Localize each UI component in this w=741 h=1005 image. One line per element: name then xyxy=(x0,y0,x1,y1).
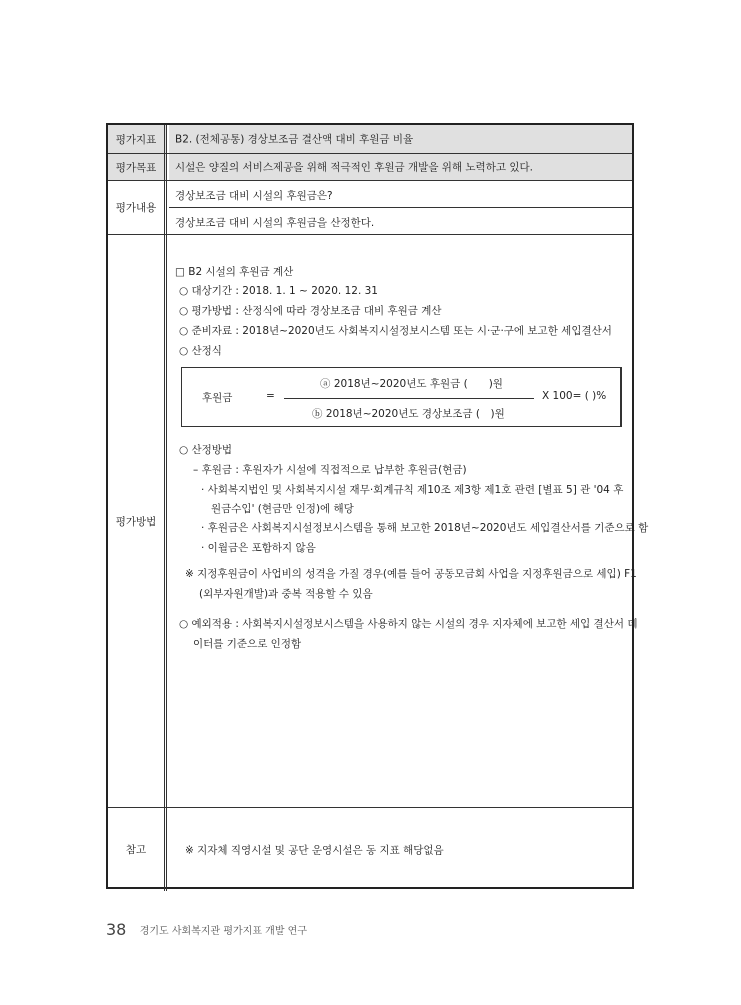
reference-row xyxy=(108,808,632,891)
indicator-value: B2. (전체공통) 경상보조금 결산액 대비 후원금 비율 xyxy=(175,133,414,146)
indicator-value-cell xyxy=(169,125,632,153)
goal-value-cell xyxy=(169,154,632,180)
goal-row xyxy=(108,154,632,181)
reference-value: ※ 지자체 직영시설 및 공단 운영시설은 동 지표 해당없음 xyxy=(185,844,444,856)
method-row xyxy=(108,235,649,808)
formula-fraction-bar xyxy=(284,398,534,399)
content-line-2: 경상보조금 대비 시설의 후원금을 산정한다. xyxy=(175,217,375,229)
reference-label: 참고 xyxy=(108,808,167,891)
footer-title: 경기도 사회복지관 평가지표 개발 연구 xyxy=(139,926,307,937)
content-line-1: 경상보조금 대비 시설의 후원금은? xyxy=(175,190,333,202)
method-item-formula-heading: ○ 산정식 xyxy=(179,345,222,357)
indicator-label: 평가지표 xyxy=(108,125,167,153)
calc-definition: – 후원금 : 후원자가 시설에 직접적으로 납부한 후원금(현금) xyxy=(193,464,467,476)
goal-value: 시설은 양질의 서비스제공을 위해 적극적인 후원금 개발을 위해 노력하고 있다. xyxy=(175,161,533,174)
method-item-materials: ○ 준비자료 : 2018년~2020년도 사회복지시설정보시스템 또는 시·군·구에 보고한 세입결산서 xyxy=(179,325,612,337)
page-number: 38 xyxy=(106,920,127,939)
calc-bullet-3: · 이월금은 포함하지 않음 xyxy=(201,542,316,554)
calc-bullet-1-line-2: 원금수입' (현금만 인정)에 해당 xyxy=(211,503,354,515)
note-line-2: (외부자원개발)과 중복 적용할 수 있음 xyxy=(199,588,373,600)
formula-lhs: 후원금 xyxy=(202,392,233,404)
formula-numerator: ⓐ 2018년~2020년도 후원금 ( )원 xyxy=(320,378,503,390)
method-heading: □ B2 시설의 후원금 계산 xyxy=(175,266,294,278)
content-row xyxy=(108,181,632,235)
method-item-approach: ○ 평가방법 : 산정식에 따라 경상보조금 대비 후원금 계산 xyxy=(179,305,442,317)
formula-denominator: ⓑ 2018년~2020년도 경상보조금 ( )원 xyxy=(312,408,505,420)
formula-equals: = xyxy=(266,390,275,402)
method-label: 평가방법 xyxy=(108,235,167,807)
exception-line-2: 이터를 기준으로 인정함 xyxy=(193,638,302,650)
calc-bullet-2: · 후원금은 사회복지시설정보시스템을 통해 보고한 2018년~2020년도 세입결산서를 기준으로 함 xyxy=(201,522,649,534)
calc-heading: ○ 산정방법 xyxy=(179,444,233,456)
note-line-1: ※ 지정후원금이 사업비의 성격을 가질 경우(예를 들어 공동모금회 사업을 지정후원금으로 세입) F1 xyxy=(185,568,637,580)
goal-label: 평가목표 xyxy=(108,154,167,180)
formula-multiplier: X 100= ( )% xyxy=(542,390,607,402)
page-footer xyxy=(106,920,307,939)
method-value-cell xyxy=(169,235,649,807)
content-divider xyxy=(169,207,632,208)
content-value-cell xyxy=(169,181,632,234)
indicator-row xyxy=(108,125,632,154)
formula-box xyxy=(181,367,622,427)
content-label: 평가내용 xyxy=(108,181,167,234)
reference-value-cell xyxy=(169,808,632,891)
exception-line-1: ○ 예외적용 : 사회복지시설정보시스템을 사용하지 않는 시설의 경우 지자체에 보고한 세입 결산서 데 xyxy=(179,618,638,630)
evaluation-table xyxy=(106,123,649,889)
calc-bullet-1-line-1: · 사회복지법인 및 사회복지시설 재무·회계규칙 제10조 제3항 제1호 관련 [별표 5] 관 '04 후 xyxy=(201,484,624,496)
method-item-period: ○ 대상기간 : 2018. 1. 1 ~ 2020. 12. 31 xyxy=(179,285,378,297)
